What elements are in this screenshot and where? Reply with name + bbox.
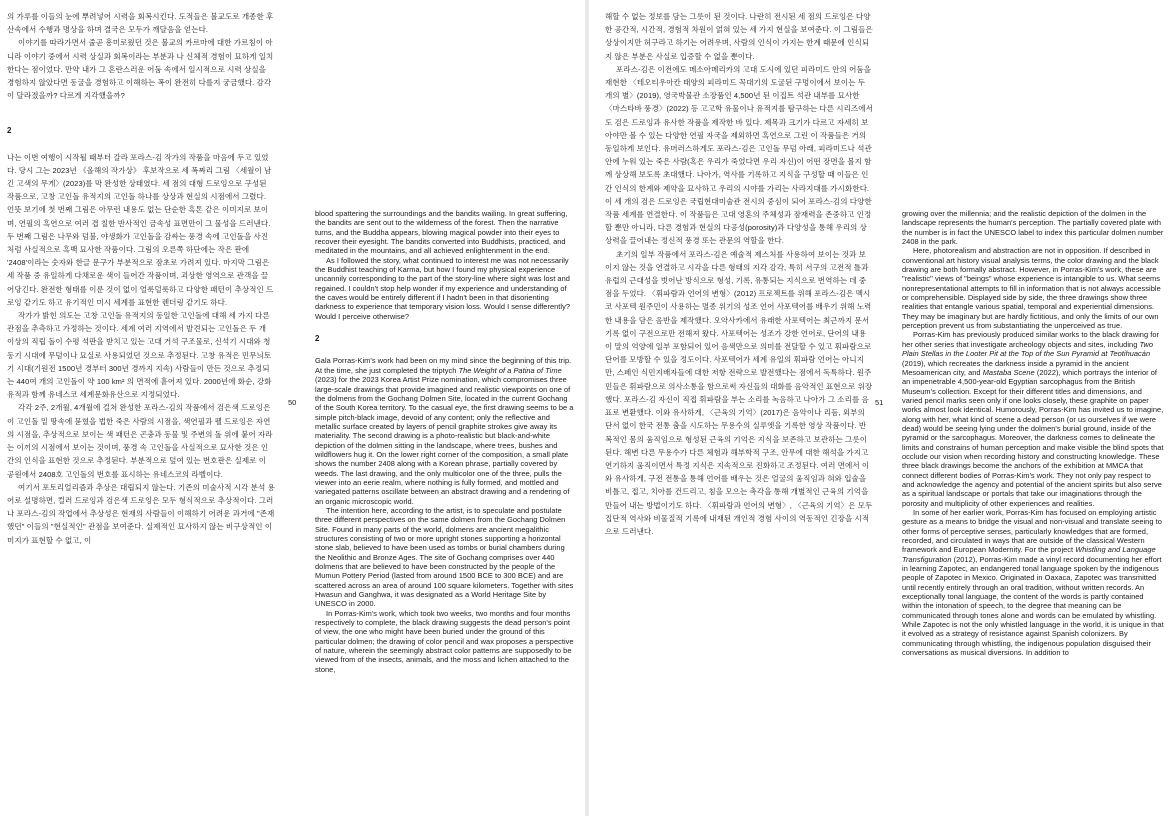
en-text: Porras-Kim has previously produced similar works to the black drawing for her other series that investigate archeology objects and sites, including	[902, 330, 1159, 349]
korean-column-left	[7, 10, 275, 810]
page-number: 51	[875, 398, 884, 407]
ko-paragraph: 여기서 포토리얼리즘과 추상은 대립되지 않는다. 기존의 미술사적 시각 분석 용어로 설명하면, 컬러 드로잉과 검은색 드로잉은 모두 형식적으로 추상적이다. 그러나 포라스-김의 작업에서 추상성은 현재의 사람들이 이해하기 어려운 과거에 "존재했던" 이들의 "현실적인" 관점을 보여준다. 실제적인 묘사하지 않는 비구상적인 이미지가 표현할 수 없고, 이	[7, 482, 275, 545]
en-text: In some of her earlier work, Porras-Kim has focused on employing artistic gesture as a means to bridge the visual and non-visual and translate seeing to other forms of perceptive senses, particularly knowledges that are formed, recorded, and circulated in ways that are outside of the classical Western framework and European Modernity. For the project	[902, 508, 1162, 555]
english-column-right	[902, 209, 1164, 809]
en-text: (2012), Porras-Kim made a vinyl record documenting her effort in learning Zapotec, an endangered tonal language spoken by the indigenous people of Zapotec in Mexico. Originated in Oaxaca, Zapotec was transmitted until recently entirely through an oral tradition, without written records. An exceptionally tonal language, the content of the words is partly contained within the intonation of speech, to the degree that meaning can be communicated through tones alone and words can be emulated by whistling. While Zapotec is not the only whistled language in the world, it is unique in that it evolved as a strategy of resistance against Spanish colonizers. By communicating through whistling, the indigenous population disguised their conversations as musical diversions. In addition to	[902, 554, 1164, 658]
ko-paragraph: 의 가루를 이들의 눈에 뿌려넣어 시력을 회복시킨다. 도적들은 불교도로 개종한 후 산속에서 수행과 명상을 하며 결국은 모두가 깨달음을 얻는다.	[7, 12, 274, 35]
en-paragraph: In Porras-Kim's work, which took two weeks, two months and four months respectively to complete, the black drawing suggests the dead person's point of view, the one who might have been buried under the ground of this particular dolmen; the drawing of color pencil and wax proposes a perspective of nature, wherein the seemingly abstract color patterns are supposedly to be viewed from of the insects, animals, and the moss and lichen attached to the stone,	[315, 608, 574, 674]
korean-column-right	[605, 10, 873, 810]
ko-paragraph: 나는 이번 여행이 시작될 때부터 갈라 포라스-김 작가의 작품을 마음에 두고 있었다. 당시 그는 2023년 《올해의 작가상》 후보작으로 세 폭짜리 그림 〈세월이 남긴 고색의 무게〉(2023)를 막 완성한 상태였다. 세 점의 대형 드로잉으로 구성된 작품으로, 고창 고인돌 유적지의 고인돌 하나를 상상과 현실의 시점에서 그렸다. 언뜻 보기에 첫 번째 그림은 아무런 내용도 없는 단순한 흑톤 같은 이미지로 보이며, 연필의 흑연으로 여러 겹 칠한 반사적인 금속성 표면만이 그 물성을 드러낸다. 두 번째 그림은 나무와 덤불, 야생화가 고인돌을 감싸는 풍경 속에 고인돌을 사진처럼 사실적으로 흑백 묘사한 작품이다. 그림의 오른쪽 하단에는 작은 판에 '2408'이라는 숫자와 한글 문구가 부분적으로 잠초로 가려져 있다. 마지막 그림은 세 작품 중 유일하게 다채로운 색이 들어간 작품이며, 괴상한 영역으로 관객을 끌어당긴다. 완전한 형태를 이룬 것이 없이 얼룩덜룩하고 다양한 패턴이 추상적인 드로잉 같기도 하고 유기적인 미시 세계를 표현한 렌더링 같기도 하다.	[7, 152, 274, 307]
en-paragraph: The intention here, according to the artist, is to speculate and postulate three different perspectives on the same dolmen from the Gochang Dolmen Site. Found in many parts of the world, dolmens are ancient megalithic structures consisting of two or more upright stones supporting a horizontal stone slab, believed to have been used as tombs or burial chambers during the Neolithic and Bronze Ages. The site of Gochang comprises over 440 dolmens that are believed to have been constructed by the people of the Mumun Pottery Period (lasted from around 1500 BCE to 300 BCE) and are scattered across an area of around 100 square kilometers. Together with sites Hwasun and Ganghwa, it was designated as a World Heritage Site by UNESCO in 2000.	[315, 505, 574, 609]
en-text: Gala Porras-Kim's work had been on my mind since the beginning of this trip. At the time, she just completed the triptych	[315, 356, 572, 375]
ko-paragraph: 이야기를 따라가면서 줄곧 흥미로웠던 것은 불교의 카르마에 대한 가르침이 아니라 이야기 중에서 시력 상실과 회복이라는 부분과 나 신체적 경험이 묘하게 일치한다는 점이었다. 만약 내가 그 혼란스러운 어둠 속에서 일시적으로 시력 상실을 경험하지 않았다면 동굴을 경험하고 이해하는 폭이 완전히 다를지 궁금했다. 감각이 달라졌을까? 다르게 지각했을까?	[7, 38, 274, 101]
en-paragraph	[902, 330, 1164, 508]
artwork-title: Mastaba Scene	[982, 367, 1035, 377]
en-text: (2023) for the 2023 Korea Artist Prize nomination, which compromises three large-scale drawings that provide imagined and realistic viewpoints on one of the dolmens from the Gochang Dolmen Site, located in the current Gochang of the South Korea territory. To the casual eye, the first drawing seems to be a simple pitch-black image, devoid of any content; only the reflective and metallic surface created by layers of pencil graphite strokes give away its materiality. The second drawing is a photo-realistic but black-and-white depiction of the dolmen sitting in the landscape, where trees, bushes and wildflowers hug it. On the lower right corner of the composition, a small plate shows the number 2408 along with a Korean phrase, partially covered by weeds. The last drawing, and the only multicolor one of the three, pulls the viewer into an eerie realm, where nothing is fully formed, and mottled and variegated patterns oscillate between an abstract drawing and a rendering of an organic microscopic world.	[315, 375, 574, 506]
en-paragraph: Here, photorealism and abstraction are not in opposition. If described in conventional art history visual analysis terms, the color drawing and the black drawing are both formally abstract. However, in Porras-Kim's work, these are "realistic" views of "beings" whose experience is intangible to us. What seems nonrepresentational attempts to fill in information that is not always accessible or comprehensible. Displayed side by side, the three drawings show three realities that entangle various spatial, temporal and experiential dimensions. They may be imaginary but are hardly fictitious, and only the limits of our own perception prevent us from substantiating the unperceived as true.	[902, 246, 1161, 331]
english-column-left	[315, 209, 575, 809]
artwork-title: The Weight of a Patina of Time	[458, 365, 562, 375]
en-text: (2019), which recreates the darkness inside a pyramid in the ancient Mesoamerican city, and	[902, 358, 1129, 377]
en-paragraph: As I followed the story, what continued to interest me was not necessarily the Buddhist teaching of Karma, but how I found my physical experience uncannily corresponding to the part of the story-line where sight was lost and regained. I couldn't stop help wonder if my experience and understanding of the caves would be entirely different if I hadn't been in that disorienting darkness to experience that temporary vision loss. Would I sense differently? Would I perceive otherwise?	[315, 255, 570, 321]
en-paragraph	[315, 356, 575, 506]
en-paragraph: growing over the millennia; and the realistic depiction of the dolmen in the landscape represents the human's perception. The partially covered plate with the number is in fact the UNESCO label to index this particular dolmen number 2408 in the park.	[902, 209, 1164, 247]
ko-paragraph: 해할 수 없는 정보를 담는 그릇이 된 것이다. 나란히 전시된 세 점의 드로잉은 다양한 공간적, 시간적, 경험적 차원이 얽혀 있는 세 가지 현실을 보여준다. 이 그림들은 상상이지만 허구라고 하기는 어려우며, 사람의 인식이 가지는 한계 때문에 인식되지 않은 부분은 사실로 입증할 수 없을 뿐이다.	[605, 12, 873, 61]
right-page	[589, 0, 1174, 816]
section-heading: 2	[315, 334, 320, 344]
ko-paragraph: 작가가 밝힌 의도는 고창 고인돌 유적지의 동일한 고인돌에 대해 세 가지 다른 관점을 추측하고 가정하는 것이다. 세계 여러 지역에서 발견되는 고인돌은 두 개 이상의 직립 돌이 수평 석판을 받치고 있는 고대 거석 구조물로, 신석기 시대와 청동기 시대에 무덤이나 묘실로 사용되었던 것으로 추정된다. 고창 유적은 민무늬토기 시대(기원전 1500년 경부터 300년 경까지 지속) 사람들이 만든 것으로 추정되는 440여 개의 고인돌이 약 100 km² 의 면적에 흩어져 있다. 2000년에 화순, 강화 유적과 함께 유네스코 세계문화유산으로 지정되었다.	[7, 311, 272, 400]
page-number: 50	[288, 398, 297, 407]
en-text: (2022), which portrays the interior of an impenetrable 4,500-year-old Egyptian sarcophagus from the British Museum's collection. Except for their different titles and dimensions, and varied pencil marks seen only if one looks closely, these graphite on paper works almost look identical. Humorously, Porras-Kim has invited us to imagine, along with her, what kind of scene a dead person (or us ourselves if we were dead) would be seeing lying under the dolmen's burial ground, inside of the pyramid or the sarcophagus. Moreover, the darkness comes to delineate the limits and constrains of human perception and make visible the blind spots that occlude our vision when recording history and constructing knowledge. These three black drawings become the anchors of the exhibition at MMCA that connect different bodies of Porras-Kim's work. They not only pay respect to and acknowledge the agency and potential of the ancient spirits but also serve as a spiritual landscape or portals that take our imaginations through the porosity and multiplicity of other experiences and realities.	[902, 367, 1164, 508]
ko-paragraph: 포라스-김은 이전에도 메소아메리카의 고대 도시에 있던 피라미드 안의 어둠을 재현한 〈테오티우아칸 태양의 피라미드 꼭대기의 도굴된 구멍이에서 보이는 두 개의 별〉(2019), 영국박물관 소장품인 4,500년 된 이집트 석관 내부를 묘사한 〈마스타바 풍경〉(2022) 등 고고학 유물이나 유적지를 탐구하는 다른 시리즈에서도 검은 드로잉과 유사한 작품을 제작한 바 있다. 제목과 크기가 다르고 자세히 보아야만 볼 수 있는 다양한 연필 자국을 제외하면 흑연으로 그린 이 작품들은 거의 동일하게 보인다. 유머러스하게도 포라스-김은 고인돌 무덤 아래, 피라미드나 석관 안에 누워 있는 죽은 사람(혹은 우리가 죽었다면 우리 자신)이 어떤 장면을 볼지 함께 상상해 보도록 초대했다. 나아가, 역사를 기록하고 지식을 구성할 때 이들은 인간 인식의 한계와 제약을 묘사하고 우리의 시야를 가리는 사라지대를 가시화한다. 이 세 개의 검은 드로잉은 국립현대미술관 전시의 중심이 되어 포라스-김의 다양한 작품 세계를 연결한다. 이 작품들은 고대 영혼의 주체성과 잠재력을 존중하고 인정할 뿐만 아니라, 다른 경험과 현실의 다공성(porosity)과 다양성을 통해 우리의 상상력을 끌어내는 정신적 풍경 또는 관문의 역할을 한다.	[605, 64, 873, 246]
left-page	[0, 0, 585, 816]
section-heading: 2	[7, 126, 12, 136]
en-paragraph: blood spattering the surroundings and the bandits wailing. In great suffering, the bandits are sent out to the wilderness of the forest. Then the narrative turns, and the Buddha appears, blowing magical powder into their eyes to recover their eyesight. The bandits converted into Buddhists, practiced, and meditated in the mountains, and all achieved enlightenment in the end.	[315, 209, 568, 256]
ko-paragraph: 초기의 일부 작품에서 포라스-김은 예술적 제스처를 사용하여 보이는 것과 보이지 않는 것을 연결하고 시각을 다른 형태의 지각 감각, 특히 서구의 고전적 틀과 유럽의 근대성을 벗어난 방식으로 형성, 기록, 유통되는 지식으로 번역하는 데 중점을 두었다. 〈휘파람과 언어의 변형〉(2012) 프로젝트를 위해 포라스-김은 멕시코 사포텍 원주민이 사용하는 멸종 위기의 성조 언어 사포텍어를 배우기 위해 노력한 내용을 담은 음반을 제작했다. 오악사카에서 유래한 사포텍어는 최근까지 문서 기록 없이 구전으로만 전해져 왔다. 사포텍어는 성조가 강한 언어로, 단어의 내용이 말의 억양에 일부 포함되어 있어 음색만으로 의미를 전달할 수 있고 휘파람으로 단어를 모방할 수 있을 정도이다. 사포텍어가 세계 유일의 휘파람 언어는 아니지만, 스페인 식민지배자들에 대한 저항 전략으로 발전했다는 점에서 독특하다. 원주민들은 휘파람으로 의사소통을 함으로써 자신들의 대화를 음악적인 표현으로 위장했다. 포라스-김 자신이 직접 휘파람을 부는 소리를 녹음하고 나아가 그 소리를 음표로 변환했다. 이와 유사하게, 〈근육의 기억〉(2017)은 음악이나 리듬, 외부의 단서 없이 한국 전통 춤을 시도하는 무용수의 실루엣을 기록한 영상 작품이다. 반복적인 몸의 움직임으로 형성된 근육의 기억은 지식을 보존하고 보관하는 그릇이 된다. 해변 다른 무용수가 다른 체험과 해부학적 구조, 안무에 대한 해석을 가지고 연기하지 움직이면서 특정 지식은 지속적으로 진화하고 조정된다. 여러 면에서 이와 유사하게, 구전 전통을 통해 언어를 배우는 것은 얼굴의 움직임과 혀와 입술을 비틀고, 접고, 치아를 건드리고, 침을 모으는 촉각을 통해 개별적인 근육의 기억을 만들어 내는 방법이기도 하다. 〈휘파람과 언어의 변형〉, 〈근육의 기억〉은 모두 집단적 역사와 비물질적 기록에 내재된 개인적 경험 사이의 역동적인 긴장을 시적으로 드러낸다.	[605, 249, 873, 536]
artwork-title: Whistling and Language Transfiguration	[902, 545, 1156, 564]
en-paragraph	[902, 508, 1164, 658]
artwork-title: Two Plain Stellas in the Looter Pit at the Top of the Sun Pyramid at Teotihuacán	[902, 339, 1154, 359]
ko-paragraph: 각각 2주, 2개월, 4개월에 걸쳐 완성한 포라스-김의 작품에서 검은색 드로잉은 이 고인돌 밑 땅속에 묻혔을 법한 죽은 사람의 시점을, 색연필과 펠 드로잉은 자연의 시점을, 추상적으로 보이는 색 패턴은 곤충과 동물 및 주변의 돌 위에 붙어 자라는 이끼의 시점에서 보이는 것이며, 풍경 속 고인돌을 사실적으로 묘사한 것은 인간의 인식을 표현한 것으로 추정된다. 부분적으로 덮여 있는 번호판은 실제로 이 공원에서 2408호 고인돌의 번호를 표시하는 유네스코의 라벨이다.	[7, 403, 273, 479]
